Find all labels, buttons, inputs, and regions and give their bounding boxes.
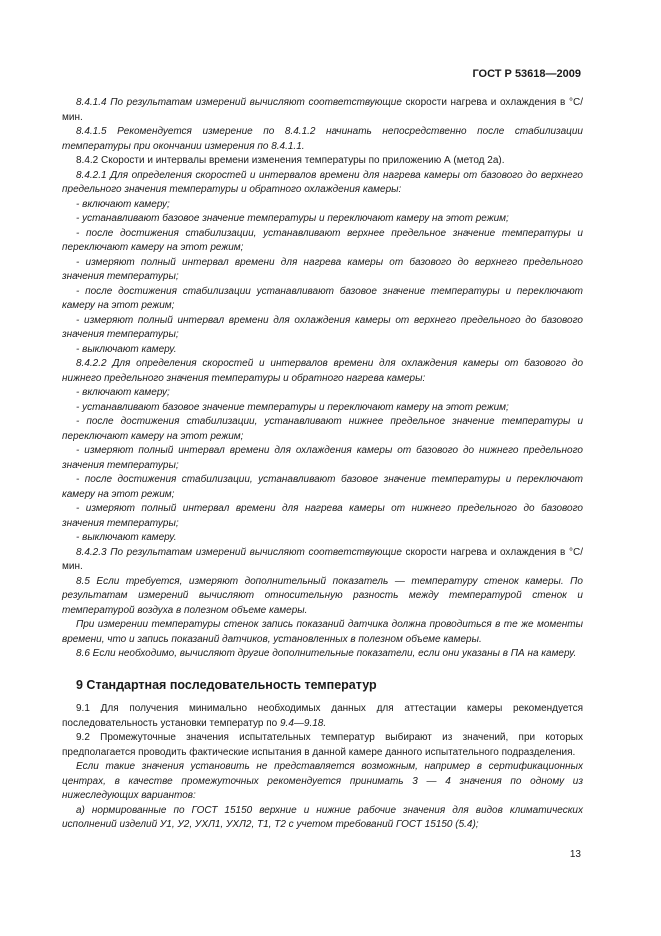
list-item: - устанавливают базовое значение температуры и переключают камеру на этот режим; xyxy=(76,213,509,224)
paragraph-8-4-1-4-plain: скорости нагрева и охлаждения в °С/мин. xyxy=(62,97,583,123)
paragraph-8-5-wall-sensor: При измерении температуры стенок запись показаний датчика должна проводиться в те же моменты времени, что и запись показаний датчиков, установленных в полезном объеме камеры. xyxy=(62,619,583,645)
document-code: ГОСТ Р 53618—2009 xyxy=(472,68,581,80)
paragraph-9-1 xyxy=(62,702,583,731)
paragraph-8-4-2-3-italic: 8.4.2.3 По результатам измерений вычисляют соответствующие xyxy=(76,546,402,558)
paragraph-9-2: 9.2 Промежуточные значения испытательных температур выбирают из значений, при которых предполагается проводить фактические испытания в данной камере данного испытательного подразделения. xyxy=(62,732,583,758)
list-item: - включают камеру; xyxy=(76,198,170,210)
list-cooling-steps xyxy=(62,386,583,546)
paragraph-8-4-2-3 xyxy=(62,546,583,575)
list-item: - выключают камеру. xyxy=(76,532,177,543)
paragraph-8-4-1-4-italic: 8.4.1.4 По результатам измерений вычисляют соответствующие xyxy=(76,97,402,108)
list-item: - измеряют полный интервал времени для охлаждения камеры от верхнего предельного до базового значения температуры; xyxy=(62,314,583,340)
list-item: - после достижения стабилизации, устанавливают верхнее предельное значение температуры и переключают камеру на этот режим; xyxy=(62,227,583,253)
paragraph-9-2-variants: Если такие значения установить не представляется возможным, например в сертификационных центрах, в качестве промежуточных рекомендуется принимать 3 — 4 значения по одному из нижеследующих вариантов: xyxy=(62,761,583,801)
list-item: - измеряют полный интервал времени для нагрева камеры от базового до верхнего предельного значения температуры; xyxy=(62,256,583,282)
list-item: - выключают камеру. xyxy=(76,343,177,355)
page-number: 13 xyxy=(569,849,581,860)
paragraph-8-4-2-2: 8.4.2.2 Для определения скоростей и интервалов времени для охлаждения камеры от базового до нижнего предельного значения температуры и обратного нагрева камеры: xyxy=(62,358,583,384)
list-item: - включают камеру; xyxy=(76,387,170,398)
list-heating-steps xyxy=(62,198,583,358)
paragraph-8-4-2: 8.4.2 Скорости и интервалы времени изменения температуры по приложению А (метод 2а). xyxy=(76,155,505,166)
paragraph-8-5: 8.5 Если требуется, измеряют дополнительный показатель — температуру стенок камеры. По результатам измерений вычисляют относительную разность между температурой стенок и температурой воздуха в полезном объеме камеры. xyxy=(62,575,583,616)
paragraph-9-2-a: а) нормированные по ГОСТ 15150 верхние и нижние рабочие значения для видов климатических исполнений изделий У1, У2, УХЛ1, УХЛ2, Т1, Т2 с учетом требований ГОСТ 15150 (5.4); xyxy=(62,804,583,830)
list-item: - после достижения стабилизации устанавливают базовое значение температуры и переключают камеру на этот режим; xyxy=(62,285,583,311)
paragraph-8-4-2-3-plain: скорости нагрева и охлаждения в °С/мин. xyxy=(62,546,583,572)
list-item: - после достижения стабилизации, устанавливают базовое значение температуры и переключают камеру на этот режим; xyxy=(62,474,583,500)
paragraph-8-4-2-1: 8.4.2.1 Для определения скоростей и интервалов времени для нагрева камеры от базового до верхнего предельного значения температуры и обратного охлаждения камеры: xyxy=(62,169,583,195)
paragraph-8-4-1-5: 8.4.1.5 Рекомендуется измерение по 8.4.1.2 начинать непосредственно после стабилизации температуры при окончании измерения по 8.4.1.1. xyxy=(62,126,583,152)
list-item: - измеряют полный интервал времени для охлаждения камеры от базового до нижнего предельного значения температуры; xyxy=(62,445,583,471)
document-body xyxy=(62,96,583,833)
paragraph-9-1-italic: 9.4—9.18. xyxy=(280,717,327,729)
list-item: - после достижения стабилизации, устанавливают нижнее предельное значение температуры и переключают камеру на этот режим; xyxy=(62,416,583,442)
list-item: - измеряют полный интервал времени для нагрева камеры от нижнего предельного до базового значения температуры; xyxy=(62,503,583,529)
section-9-title: 9 Стандартная последовательность температур xyxy=(76,677,377,692)
paragraph-8-4-1-4 xyxy=(62,96,583,125)
paragraph-8-6: 8.6 Если необходимо, вычисляют другие дополнительные показатели, если они указаны в ПА на камеру. xyxy=(76,648,577,659)
list-item: - устанавливают базовое значение температуры и переключают камеру на этот режим; xyxy=(76,401,509,413)
paragraph-9-1-plain: 9.1 Для получения минимально необходимых данных для аттестации камеры рекомендуется последовательность установки температур по xyxy=(62,703,583,729)
